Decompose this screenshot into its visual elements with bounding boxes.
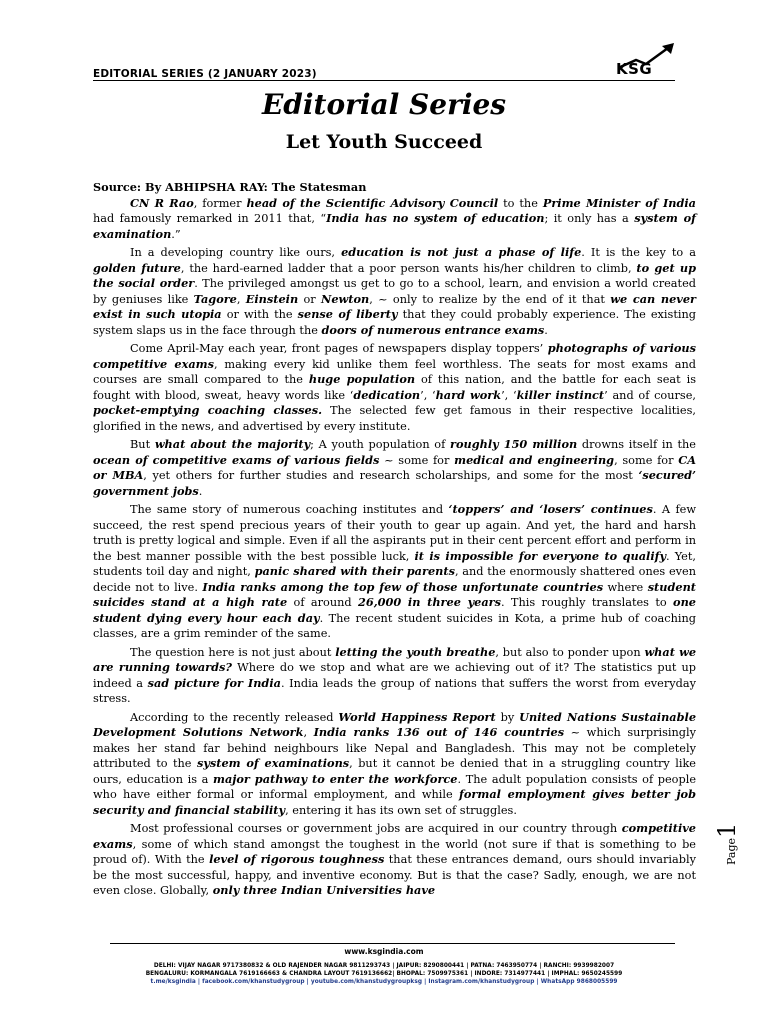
article-paragraphs: [93, 196, 696, 899]
body-text: or with the: [221, 308, 298, 321]
body-text: ’ and of course,: [604, 388, 696, 402]
emphasis-text: ‘toppers’ and ‘losers’ continues: [448, 502, 653, 516]
page-number-value: 1: [713, 822, 741, 838]
body-text: or: [298, 292, 321, 306]
body-text: , yet others for further studies and research scholarships, and some for the most: [143, 469, 639, 482]
series-header: EDITORIAL SERIES (2 JANUARY 2023): [93, 68, 317, 80]
emphasis-text: student suicides stand at a high rate: [93, 579, 696, 609]
body-text: , the hard-earned ladder that a poor person wants his/her children to climb,: [180, 261, 637, 275]
body-text: . India leads the group of nations that suffers the worst from everyday stress.: [93, 676, 697, 705]
body-text: Most professional courses or government jobs are acquired in our country through: [130, 822, 622, 835]
article-paragraph: [93, 196, 696, 243]
body-text: to the: [498, 196, 543, 210]
emphasis-text: level of rigorous toughness: [209, 852, 385, 866]
emphasis-text: CA or MBA: [93, 452, 696, 482]
emphasis-text: panic shared with their parents: [254, 564, 455, 578]
article-paragraph: [93, 245, 696, 338]
emphasis-text: major pathway to enter the workforce: [212, 771, 458, 786]
footer-social-links[interactable]: t.me/ksgindia | facebook.com/khanstudygroup | youtube.com/khanstudygroupksg | Instagram.com/khanstudygroup | WhatsApp 9868005599: [150, 979, 618, 985]
article-paragraph: [93, 502, 696, 642]
emphasis-text: system of examination: [93, 211, 696, 241]
emphasis-text: Tagore: [193, 291, 237, 306]
body-text: , entering it has its own set of struggles.: [285, 803, 517, 817]
body-text: that they could probably experience. The existing system slaps us in the face through the: [93, 308, 696, 337]
emphasis-text: dedication: [353, 387, 421, 402]
page-number: [713, 815, 753, 865]
emphasis-text: killer instinct: [516, 387, 605, 402]
emphasis-text: Prime Minister of India: [542, 195, 696, 210]
body-text: But: [130, 438, 155, 451]
body-text: ,: [236, 292, 246, 306]
body-text: where: [603, 580, 648, 594]
emphasis-text: it is impossible for everyone to qualify: [414, 548, 667, 563]
body-text: ; it only has a: [544, 212, 635, 225]
emphasis-text: World Happiness Report: [338, 709, 496, 724]
emphasis-text: to get up the social order: [93, 260, 696, 290]
page-title: Editorial Series: [261, 88, 507, 121]
body-text: ’, ‘: [420, 388, 436, 402]
emphasis-text: United Nations Sustainable Development Solutions Network: [93, 709, 697, 739]
emphasis-text: formal employment gives better job security and financial stability: [93, 787, 696, 817]
emphasis-text: education is not just a phase of life: [341, 245, 582, 259]
emphasis-text: India ranks 136 out of 146 countries: [313, 725, 565, 739]
body-text: Where do we stop and what are we achieving out of it? The statistics put up indeed a: [93, 661, 696, 690]
emphasis-text: medical and engineering: [454, 452, 615, 467]
body-text: ,: [303, 726, 314, 739]
body-text: of around: [287, 596, 358, 609]
body-text: ’, ‘: [501, 388, 517, 402]
emphasis-text: India has no system of education: [326, 211, 545, 225]
article-paragraph: [93, 645, 696, 707]
article-paragraph: [93, 437, 696, 499]
body-text: that these entrances demand, ours should invariably be the most successful, happy, and inventive economy. But is that the case? Sadly, enough, we are not even close. Globally,: [93, 853, 696, 897]
emphasis-text: what about the majority: [154, 437, 311, 451]
body-text: , and the enormously shattered ones even decide not to live.: [93, 565, 696, 594]
body-text: The same story of numerous coaching institutes and: [130, 503, 449, 516]
emphasis-text: golden future: [93, 260, 181, 275]
body-text: According to the recently released: [130, 710, 339, 724]
emphasis-text: sense of liberty: [297, 307, 398, 321]
body-text: The selected few get famous in their respective localities, glorified in the news, and advertised by every institute.: [93, 404, 696, 433]
source-line: Source: By ABHIPSHA RAY: The Statesman: [93, 180, 367, 194]
body-text: , former: [193, 196, 247, 210]
body-text: .”: [171, 227, 181, 241]
body-text: . The adult population consists of people who have either formal or informal employment, and while: [93, 772, 697, 801]
page-prefix: Page: [725, 837, 738, 865]
body-text: , but also to ponder upon: [495, 645, 645, 659]
body-text: In a developing country like ours,: [130, 246, 342, 259]
emphasis-text: doors of numerous entrance exams: [321, 322, 545, 337]
article-body: [93, 180, 696, 902]
footer-website-link[interactable]: www.ksgindia.com: [344, 947, 424, 956]
body-text: , ~ only to realize by the end of it that: [369, 292, 611, 306]
body-text: , making every kid unlike them feel worthless. The seats for most exams and courses are small compared to the: [93, 357, 696, 386]
ksg-logo-text: KSG: [616, 60, 653, 78]
body-text: The question here is not just about: [130, 645, 336, 659]
emphasis-text: Newton: [321, 291, 370, 306]
body-text: ~ which surprisingly makes her stand far behind neighbours like Nepal and Bangladesh. This may not be completely attributed to the: [93, 726, 696, 770]
emphasis-text: huge population: [308, 372, 416, 386]
emphasis-text: we can never exist in such utopia: [93, 291, 697, 321]
emphasis-text: one student dying every hour each day: [93, 595, 696, 625]
emphasis-text: competitive exams: [93, 821, 696, 851]
emphasis-text: letting the youth breathe: [335, 644, 496, 659]
emphasis-text: only three Indian Universities have: [212, 883, 436, 897]
body-text: of this nation, and the battle for each seat is fought with blood, sweat, heavy words like ‘: [93, 373, 696, 402]
body-text: ; A youth population of: [310, 438, 450, 451]
body-text: . Yet, students toil day and night,: [93, 549, 696, 578]
emphasis-text: ‘secured’ government jobs: [93, 468, 696, 498]
article-paragraph: [93, 821, 696, 899]
emphasis-text: system of examinations: [196, 756, 350, 770]
emphasis-text: what we are running towards?: [93, 644, 697, 674]
body-text: .: [544, 323, 548, 337]
body-text: by: [495, 710, 520, 724]
body-text: . It is the key to a: [581, 246, 696, 259]
footer-contacts-line-1: DELHI: VIJAY NAGAR 9717380832 & OLD RAJENDER NAGAR 9811293743 | JAIPUR: 8290800441 | PATNA: 7463950774 | RANCHI: 9939982007: [153, 963, 615, 969]
body-text: , some for: [614, 453, 679, 467]
emphasis-text: Einstein: [245, 291, 299, 306]
body-text: , but it cannot be denied that in a struggling country like ours, education is a: [93, 757, 696, 786]
header-rule: [93, 80, 675, 81]
emphasis-text: hard work: [435, 387, 502, 402]
emphasis-text: CN R Rao: [130, 195, 194, 210]
emphasis-text: head of the Scientific Advisory Council: [246, 195, 499, 210]
emphasis-text: roughly 150 million: [450, 437, 578, 451]
body-text: , some of which stand amongst the toughest in the world (not sure if that is something to be proud of). With the: [93, 837, 696, 866]
footer-rule: [110, 943, 675, 944]
footer-contacts-line-2: BENGALURU: KORMANGALA 7619166663 & CHANDRA LAYOUT 7619136662| BHOPAL: 7509975361 | INDORE: 7314977441 | IMPHAL: 9650245599: [145, 971, 623, 977]
body-text: had famously remarked in 2011 that, “: [93, 212, 327, 225]
emphasis-text: sad picture for India: [147, 675, 281, 690]
body-text: .: [198, 484, 203, 498]
body-text: . The privileged amongst us get to go to a school, learn, and envision a world created by geniuses like: [93, 277, 696, 306]
body-text: . This roughly translates to: [500, 596, 674, 609]
article-paragraph: [93, 710, 696, 819]
body-text: Come April-May each year, front pages of newspapers display toppers’: [130, 342, 548, 355]
emphasis-text: ocean of competitive exams of various fields: [93, 452, 380, 467]
article-paragraph: [93, 341, 696, 434]
body-text: drowns itself in the: [577, 438, 696, 451]
body-text: . The recent student suicides in Kota, a prime hub of coaching classes, are a grim reminder of the same.: [93, 611, 696, 640]
emphasis-text: 26,000 in three years: [357, 595, 501, 609]
emphasis-text: India ranks among the top few of those unfortunate countries: [202, 579, 604, 594]
body-text: . A few succeed, the rest spend precious years of their youth to gear up again. And yet, the hard and harsh truth is pretty logical and simple. Even if all the aspirants put in their cent percent effort and perform in the best manner possible with the best possible luck,: [93, 503, 697, 563]
emphasis-text: pocket-emptying coaching classes.: [93, 403, 323, 417]
article-title: Let Youth Succeed: [285, 131, 483, 153]
emphasis-text: photographs of various competitive exams: [93, 341, 696, 371]
body-text: ~ some for: [379, 453, 455, 467]
